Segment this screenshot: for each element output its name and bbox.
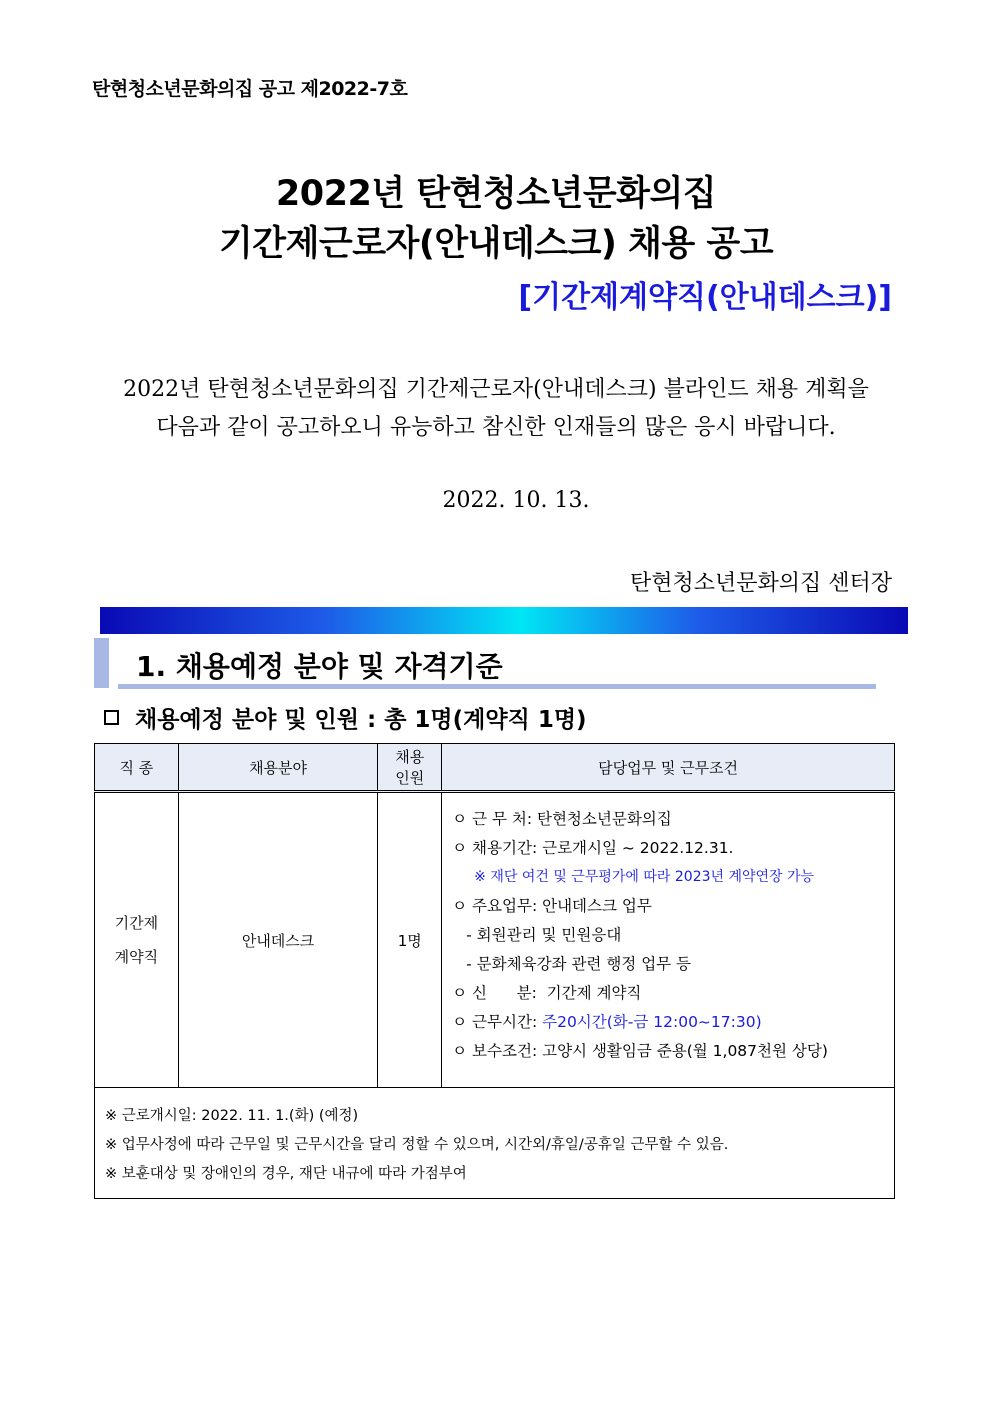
intro-line2: 다음과 같이 공고하오니 유능하고 참신한 인재들의 많은 응시 바랍니다. [156,415,836,440]
page-title-line2: 기간제근로자(안내데스크) 채용 공고 [218,224,773,264]
duty-sub2: - 문화체육강좌 관련 행정 업무 등 [466,955,692,973]
cell-job-type [95,792,179,1088]
duty-period: ㅇ 채용기간: 근로개시일 ~ 2022.12.31. [452,839,734,857]
table-header-row [95,744,895,792]
job-type-line1: 기간제 [114,914,159,932]
header-duties: 담당업무 및 근무조건 [442,744,895,792]
cell-duties [442,792,895,1088]
duty-hours-value: 주20시간(화-금 12:00~17:30) [542,1013,762,1031]
duty-hours [452,1008,894,1037]
notice-number: 탄현청소년문화의집 공고 제2022-7호 [92,78,408,100]
header-field: 채용분야 [178,744,377,792]
cell-count: 1명 [378,792,442,1088]
intro-line1: 2022년 탄현청소년문화의집 기간제근로자(안내데스크) 블라인드 채용 계획을 [123,377,869,402]
table-notes-row [95,1088,895,1199]
duty-period-note: ※ 재단 여건 및 근무평가에 따라 2023년 계약연장 가능 [474,869,815,885]
header-count-line1: 채용 [395,748,425,766]
note-item: ※ 근로개시일: 2022. 11. 1.(화) (예정) [105,1108,359,1124]
signer: 탄현청소년문화의집 센터장 [629,571,892,596]
header-job-type: 직 종 [95,744,179,792]
duty-salary: ㅇ 보수조건: 고양시 생활임금 준용(월 1,087천원 상당) [452,1042,828,1060]
duty-hours-label: ㅇ 근무시간: [452,1013,543,1031]
header-count [378,744,442,792]
header-count-line2: 인원 [395,769,425,787]
cell-notes [95,1088,895,1199]
duty-workplace: ㅇ 근 무 처: 탄현청소년문화의집 [452,810,672,828]
section-title: 1. 채용예정 분야 및 자격기준 [136,650,503,683]
section-bullet-text: 채용예정 분야 및 인원 : 총 1명(계약직 1명) [135,707,587,733]
duty-sub1: - 회원관리 및 민원응대 [466,926,622,944]
section-bullet [104,701,587,734]
gradient-divider [100,607,908,634]
duty-status: ㅇ 신 분: 기간제 계약직 [452,984,642,1002]
checkbox-icon [104,710,119,725]
recruitment-table [94,743,895,1199]
note-item: ※ 보훈대상 및 장애인의 경우, 재단 내규에 따라 가점부여 [105,1166,467,1182]
page-title-line1: 2022년 탄현청소년문화의집 [275,174,717,214]
note-item: ※ 업무사정에 따라 근무일 및 근무시간을 달리 정할 수 있으며, 시간외/휴일/공휴일 근무할 수 있음. [105,1137,729,1153]
page-subtitle: [기간제계약직(안내데스크)] [518,280,892,315]
duty-main: ㅇ 주요업무: 안내데스크 업무 [452,897,652,915]
notice-date: 2022. 10. 13. [442,488,590,513]
cell-field: 안내데스크 [178,792,377,1088]
job-type-line2: 계약직 [114,948,159,966]
table-row [95,792,895,1088]
section-accent-bar [94,638,109,688]
